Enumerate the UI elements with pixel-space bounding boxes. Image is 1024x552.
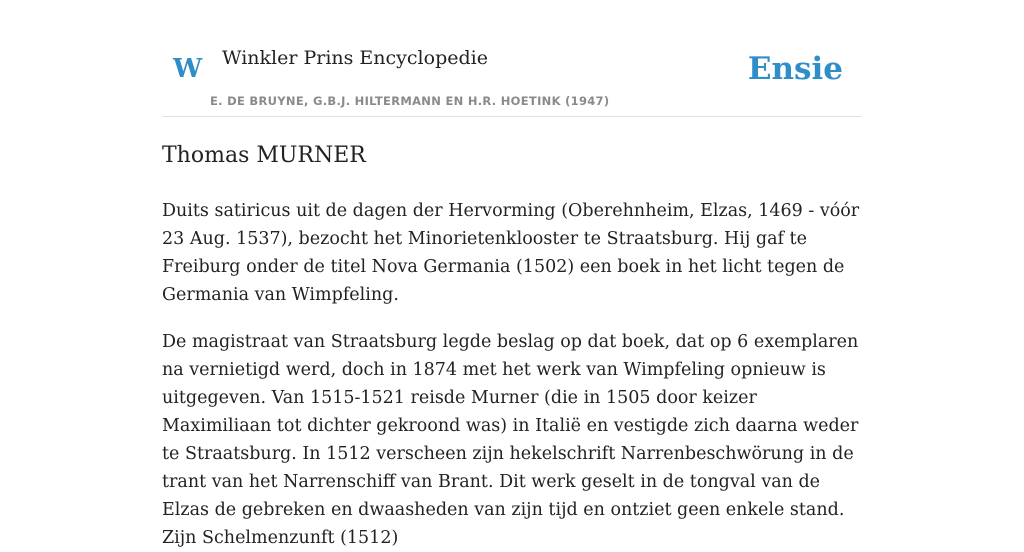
article-title: Thomas MURNER (162, 143, 366, 168)
ensie-logo-link[interactable]: Ensie (747, 51, 843, 87)
page (162, 0, 862, 552)
site-header (162, 0, 862, 117)
article-paragraph-2: De magistraat van Straatsburg legde beslag op dat boek, dat op 6 exemplaren na vernietigd werd, doch in 1874 met het werk van Wimpfeling opnieuw is uitgegeven. Van 1515-1521 reisde Murner (die in 1505 door keizer Maximiliaan tot dichter gekroond was) in Italië en vestigde zich daarna weder te Straatsburg. In 1512 verscheen zijn hekelschrift Narrenbeschwörung in de trant van het Narrenschiff van Brant. Dit werk geselt in de tongval van de Elzas de gebreken en dwaasheden van zijn tijd en ontziet geen enkele stand. Zijn Schelmenzunft (1512) (162, 332, 859, 548)
article-paragraph-1: Duits satiricus uit de dagen der Hervorming (Oberehnheim, Elzas, 1469 - vóór 23 Aug. 1537), bezocht het Minorietenklooster te Straatsburg. Hij gaf te Freiburg onder de titel Nova Germania (1502) een boek in het licht tegen de Germania van Wimpfeling. (162, 201, 860, 305)
logo-w-icon[interactable]: W (173, 54, 203, 84)
authors-line: E. DE BRUYNE, G.B.J. HILTERMANN EN H.R. HOETINK (1947) (210, 94, 610, 108)
site-title-link[interactable]: Winkler Prins Encyclopedie (222, 47, 488, 69)
